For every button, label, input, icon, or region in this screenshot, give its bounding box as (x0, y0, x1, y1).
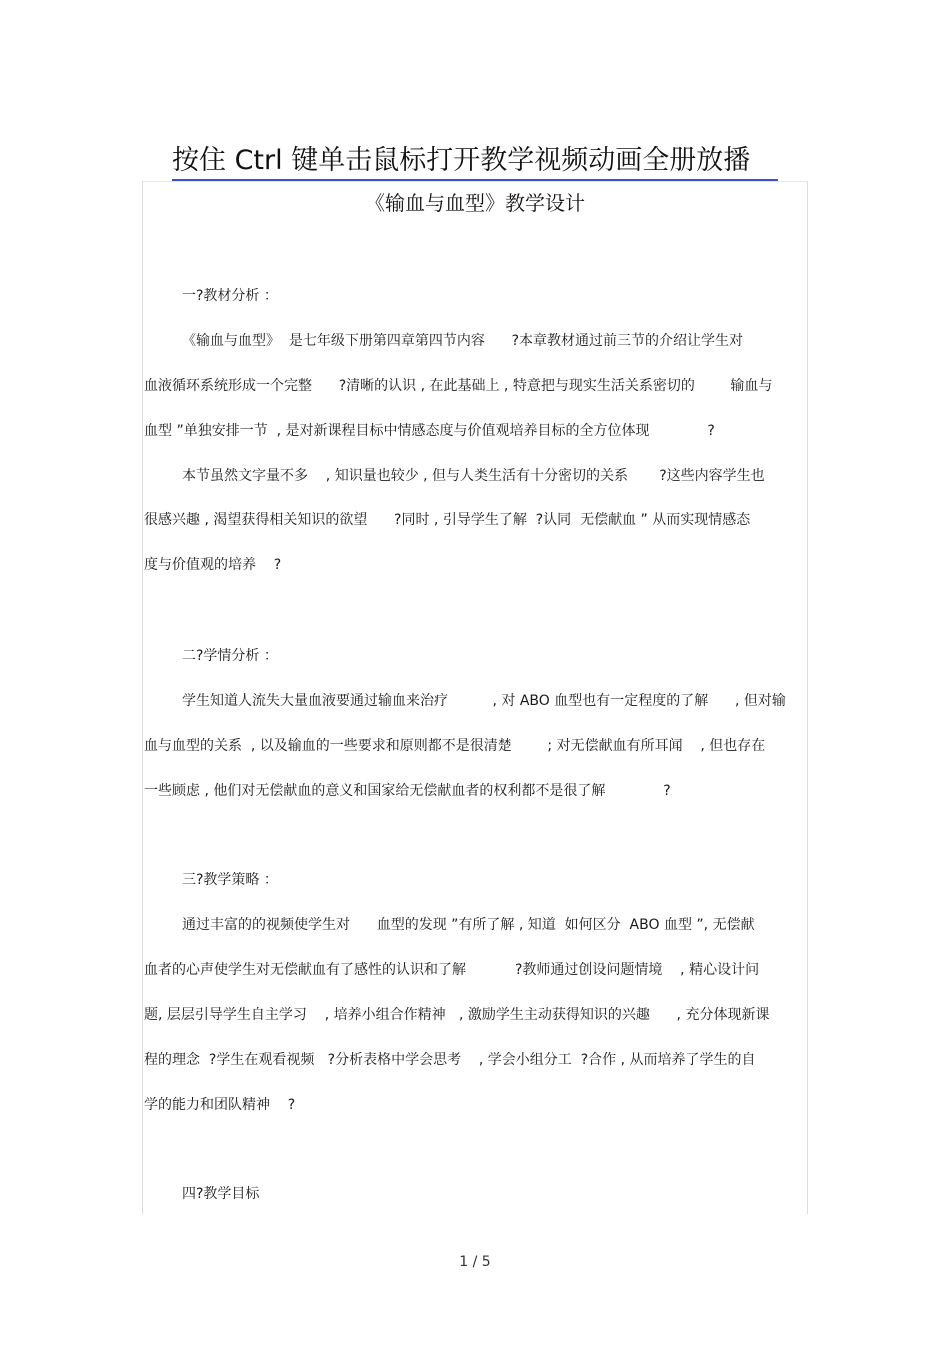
paragraph-line: 度与价值观的培养 ? (144, 557, 282, 573)
paragraph-line: 血液循环系统形成一个完整 ?清晰的认识 , 在此基础上 , 特意把与现实生活关系密切的 输血与 (144, 378, 773, 394)
document-title: 《输血与血型》教学设计 (365, 191, 585, 215)
paragraph-line: 血者的心声使学生对无偿献血有了感性的认识和了解 ?教师通过创设问题情境 , 精心设计问 (144, 962, 760, 978)
paragraph-line: 《输血与血型》 是七年级下册第四章第四节内容 ?本章教材通过前三节的介绍让学生对 (182, 333, 744, 349)
section-heading-2: 二?学情分析 ： (182, 648, 278, 664)
paragraph-line: 血与血型的关系 , 以及输血的一些要求和原则都不是很清楚 ; 对无偿献血有所耳闻 , 但也存在 (144, 738, 766, 754)
paragraph-line: 题, 层层引导学生自主学习 , 培养小组合作精神 , 激励学生主动获得知识的兴趣 , 充分体现新课 (144, 1007, 770, 1023)
paragraph-line: 学的能力和团队精神 ? (144, 1097, 296, 1113)
paragraph-line: 学生知道人流失大量血液要通过输血来治疗 , 对 ABO 血型也有一定程度的了解 , 但对输 (182, 693, 786, 709)
paragraph-line: 本节虽然文字量不多 , 知识量也较少 , 但与人类生活有十分密切的关系 ?这些内容学生也 (182, 468, 765, 484)
section-heading-4: 四?教学目标 (182, 1186, 260, 1202)
paragraph-line: 很感兴趣 , 渴望获得相关知识的欲望 ?同时 , 引导学生了解 ?认同 无偿献血 ” 从而实现情感态 (144, 512, 751, 528)
section-heading-1: 一?教材分析 ： (182, 288, 278, 304)
section-heading-3: 三?教学策略 ： (182, 872, 278, 888)
paragraph-line: 血型 ”单独安排一节 , 是对新课程目标中情感态度与价值观培养目标的全方位体现 ? (144, 423, 715, 439)
video-link[interactable]: 按住 Ctrl 键单击鼠标打开教学视频动画全册放播 (172, 144, 778, 181)
page-number: 1 / 5 (459, 1254, 491, 1270)
paragraph-line: 通过丰富的的视频使学生对 血型的发现 ”有所了解 , 知道 如何区分 ABO 血型 ”, 无偿献 (182, 917, 755, 933)
paragraph-line: 一些顾虑 , 他们对无偿献血的意义和国家给无偿献血者的权利都不是很了解 ? (144, 783, 671, 799)
paragraph-line: 程的理念 ?学生在观看视频 ?分析表格中学会思考 , 学会小组分工 ?合作 , 从而培养了学生的自 (144, 1052, 756, 1068)
